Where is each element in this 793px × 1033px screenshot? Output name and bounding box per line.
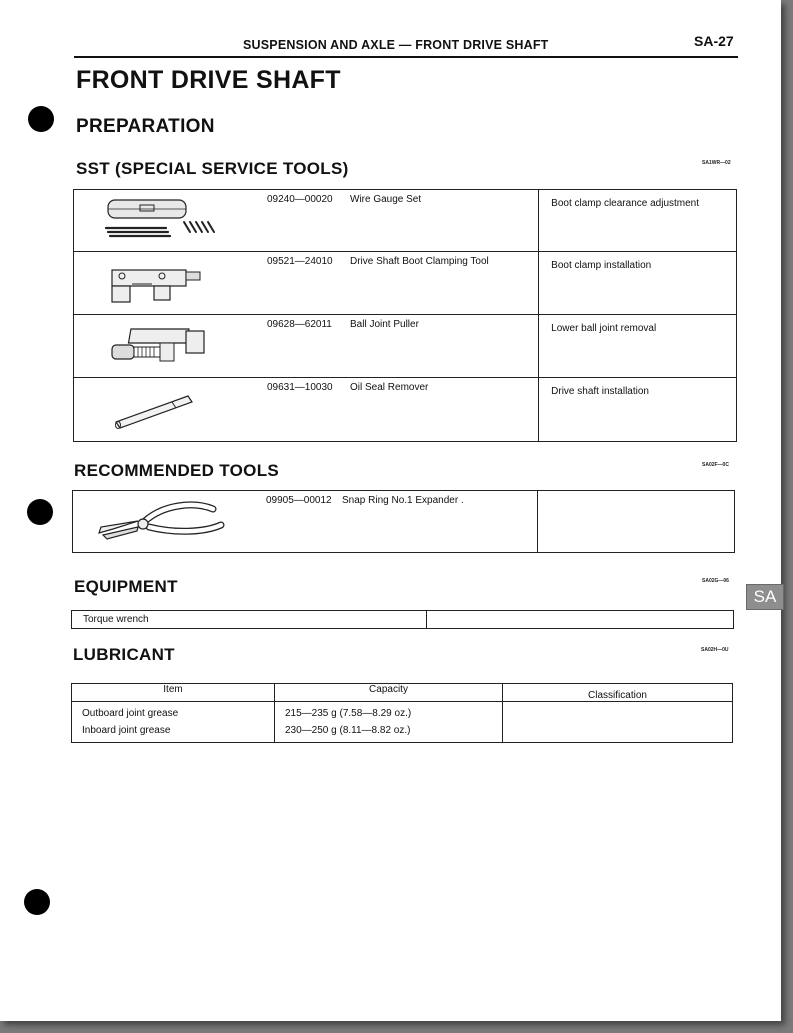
col-item: Item [72, 684, 275, 702]
lubricant-table [71, 683, 733, 743]
sst-code: SA1WR—02 [702, 160, 731, 166]
lube-item: Outboard joint grease [72, 702, 275, 723]
part-number: 09521—24010 [267, 256, 333, 267]
part-number: 09905—00012 [266, 495, 332, 506]
lubricant-code: SA02H—0U [701, 647, 729, 653]
tool-cell [74, 315, 539, 378]
table-row [74, 315, 737, 378]
part-name: Ball Joint Puller [350, 319, 419, 330]
table-header-row [72, 684, 733, 702]
lube-classification [503, 702, 733, 743]
table-row [74, 252, 737, 315]
lube-item: Inboard joint grease [72, 722, 275, 743]
oil-seal-remover-icon [110, 390, 200, 430]
tool-cell [74, 252, 539, 315]
preparation-heading: PREPARATION [76, 116, 215, 137]
recommended-tools-heading: RECOMMENDED TOOLS [74, 461, 280, 480]
tool-cell [74, 378, 539, 442]
equipment-code: SA02G—06 [702, 578, 729, 584]
lubricant-heading: LUBRICANT [73, 645, 175, 664]
snap-ring-expander-icon [93, 499, 233, 545]
table-row [74, 378, 737, 442]
part-name: Wire Gauge Set [350, 194, 422, 205]
recommended-tools-table [72, 490, 735, 553]
tool-use: Drive shaft installation [539, 378, 737, 442]
table-row [74, 190, 737, 252]
lube-capacity: 215—235 g (7.58—8.29 oz.) [275, 702, 503, 723]
wire-gauge-set-icon [102, 196, 232, 244]
binder-hole-middle [27, 499, 53, 525]
equipment-item: Torque wrench [72, 611, 427, 629]
recommended-code: SA02F—0C [702, 462, 729, 468]
ball-joint-puller-icon [106, 323, 216, 371]
section-tab: SA [746, 584, 784, 610]
table-row [72, 702, 733, 723]
part-name: Oil Seal Remover [350, 382, 429, 393]
header-rule [74, 56, 738, 58]
tool-use: Lower ball joint removal [539, 315, 737, 378]
header-title: SUSPENSION AND AXLE — FRONT DRIVE SHAFT [243, 38, 549, 52]
tool-use [538, 491, 735, 553]
part-number: 09240—00020 [267, 194, 333, 205]
sst-table [73, 189, 737, 442]
col-capacity: Capacity [275, 684, 503, 702]
lube-capacity: 230—250 g (8.11—8.82 oz.) [275, 722, 503, 743]
table-row [72, 611, 734, 629]
equipment-heading: EQUIPMENT [74, 577, 178, 596]
part-number: 09631—10030 [267, 382, 333, 393]
table-row [73, 491, 735, 553]
part-name: Snap Ring No.1 Expander . [342, 495, 464, 506]
col-classification: Classification [503, 684, 733, 702]
part-number: 09628—62011 [267, 319, 332, 330]
tool-cell [73, 491, 538, 553]
tool-use: Boot clamp installation [539, 252, 737, 315]
boot-clamping-tool-icon [102, 260, 212, 308]
binder-hole-bottom [24, 889, 50, 915]
sst-heading: SST (SPECIAL SERVICE TOOLS) [76, 159, 349, 178]
page-title: FRONT DRIVE SHAFT [76, 66, 341, 94]
part-name: Drive Shaft Boot Clamping Tool [350, 256, 489, 267]
tool-cell [74, 190, 539, 252]
tool-use: Boot clamp clearance adjustment [539, 190, 737, 252]
equipment-note [427, 611, 734, 629]
equipment-table [71, 610, 734, 629]
binder-hole-top [28, 106, 54, 132]
page-number: SA-27 [694, 33, 734, 49]
